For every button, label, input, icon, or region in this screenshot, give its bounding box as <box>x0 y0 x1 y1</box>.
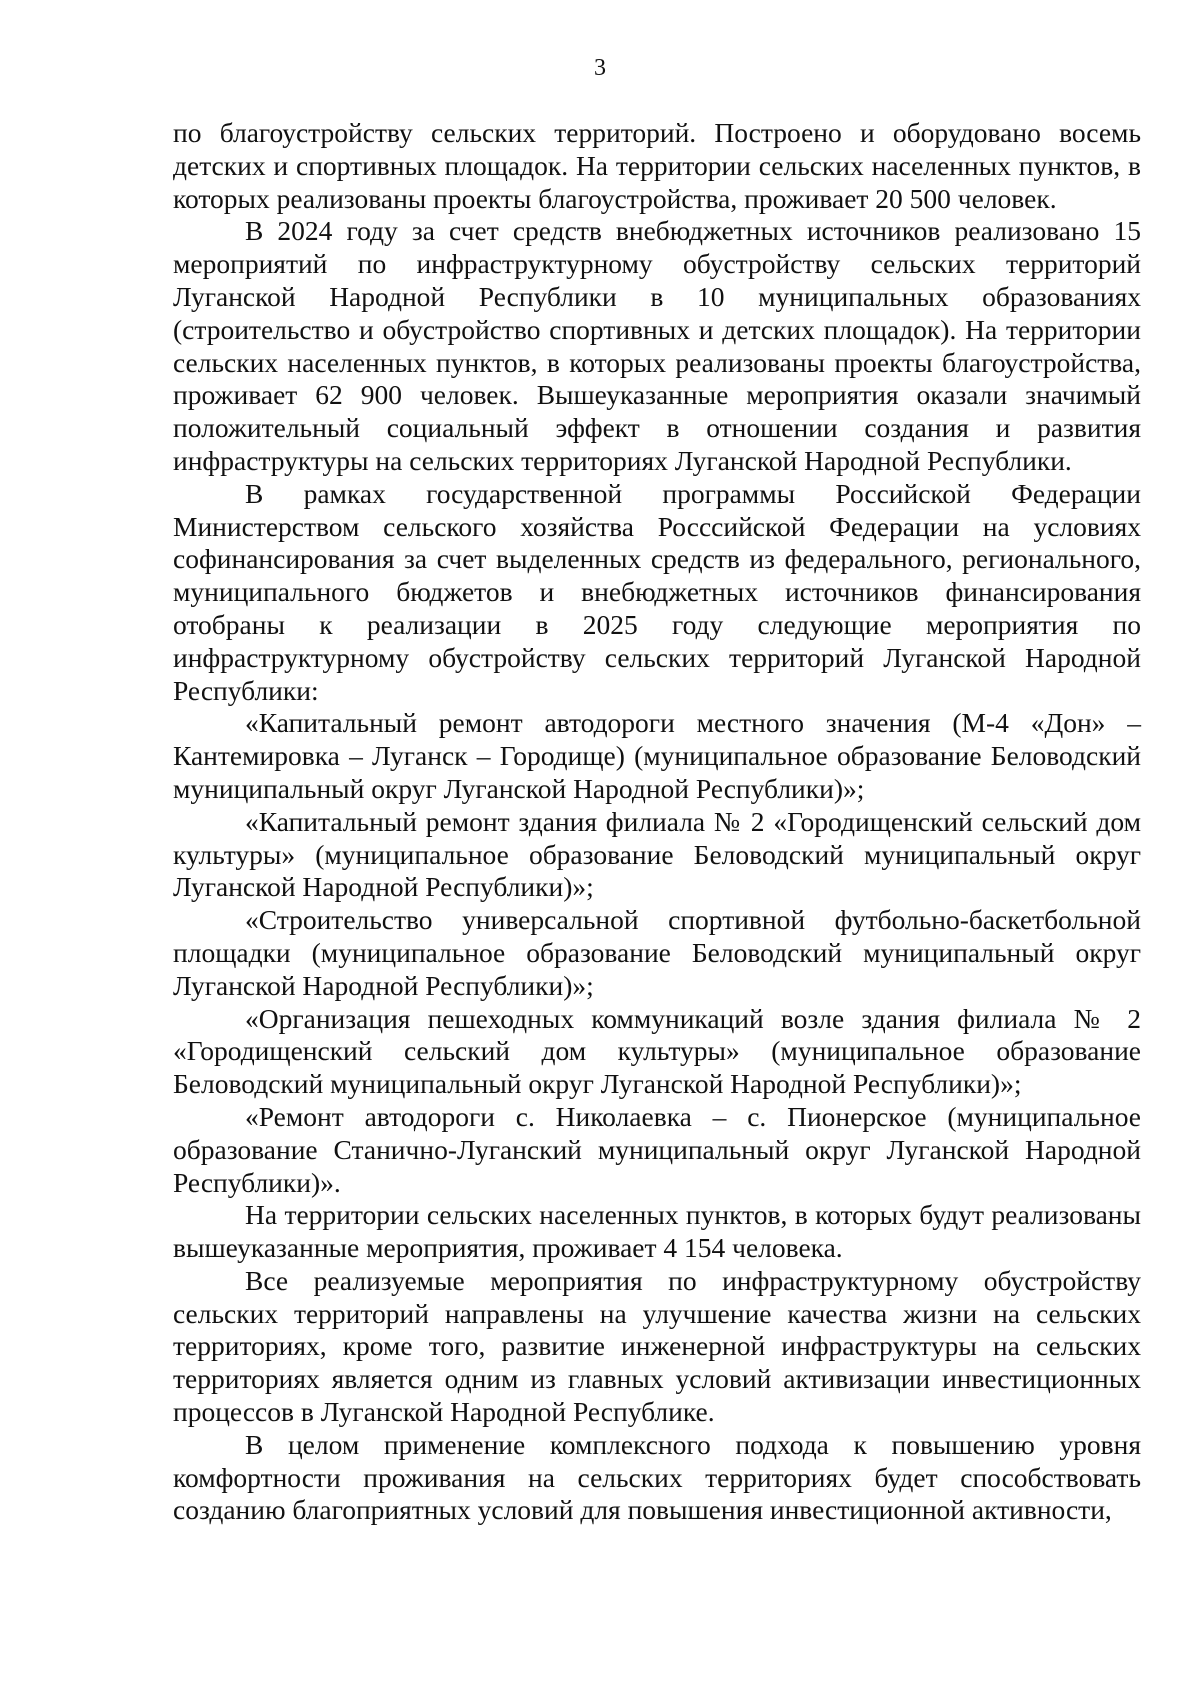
paragraph: В целом применение комплексного подхода к повышению уровня комфортности проживания на сельских территориях будет способствовать созданию благоприятных условий для повышения инвестиционной активности, <box>173 1428 1141 1526</box>
document-body <box>173 117 1141 1527</box>
list-item-project: «Капитальный ремонт здания филиала № 2 «Городищенский сельский дом культуры» (муниципальное образование Беловодский муниципальный округ Луганской Народной Республики)»; <box>173 805 1141 903</box>
page-number: 3 <box>594 55 606 81</box>
paragraph: В рамках государственной программы Российской Федерации Министерством сельского хозяйства Росссийской Федерации на условиях софинансирования за счет выделенных средств из федерального, регионального, муниципального бюджетов и внебюджетных источников финансирования отобраны к реализации в 2025 году следующие мероприятия по инфраструктурному обустройству сельских территорий Луганской Народной Республики: <box>173 477 1141 706</box>
list-item-project: «Капитальный ремонт автодороги местного значения (М-4 «Дон» – Кантемировка – Луганск – Городище) (муниципальное образование Беловодский муниципальный округ Луганской Народной Республики)»; <box>173 707 1141 804</box>
list-item-project: «Ремонт автодороги с. Николаевка – с. Пионерское (муниципальное образование Станично-Луганский муниципальный округ Луганской Народной Республики)». <box>173 1100 1141 1198</box>
list-item-project: «Строительство универсальной спортивной футбольно-баскетбольной площадки (муниципальное образование Беловодский муниципальный округ Луганской Народной Республики)»; <box>173 904 1141 1001</box>
paragraph-continuation: по благоустройству сельских территорий. Построено и оборудовано восемь детских и спортивных площадок. На территории сельских населенных пунктов, в которых реализованы проекты благоустройства, проживает 20 500 человек. <box>173 117 1141 214</box>
paragraph: Все реализуемые мероприятия по инфраструктурному обустройству сельских территорий направлены на улучшение качества жизни на сельских территориях, кроме того, развитие инженерной инфраструктуры на сельских территориях является одним из главных условий активизации инвестиционных процессов в Луганской Народной Республике. <box>173 1264 1141 1428</box>
paragraph: На территории сельских населенных пунктов, в которых будут реализованы вышеуказанные мероприятия, проживает 4 154 человека. <box>173 1199 1141 1264</box>
paragraph: В 2024 году за счет средств внебюджетных источников реализовано 15 мероприятий по инфраструктурному обустройству сельских территорий Луганской Народной Республики в 10 муниципальных образованиях (строительство и обустройство спортивных и детских площадок). На территории сельских населенных пунктов, в которых реализованы проекты благоустройства, проживает 62 900 человек. Вышеуказанные мероприятия оказали значимый положительный социальный эффект в отношении создания и развития инфраструктуры на сельских территориях Луганской Народной Республики. <box>173 215 1141 476</box>
list-item-project: «Организация пешеходных коммуникаций возле здания филиала № 2 «Городищенский сельский дом культуры» (муниципальное образование Беловодский муниципальный округ Луганской Народной Республики)»; <box>173 1002 1141 1100</box>
